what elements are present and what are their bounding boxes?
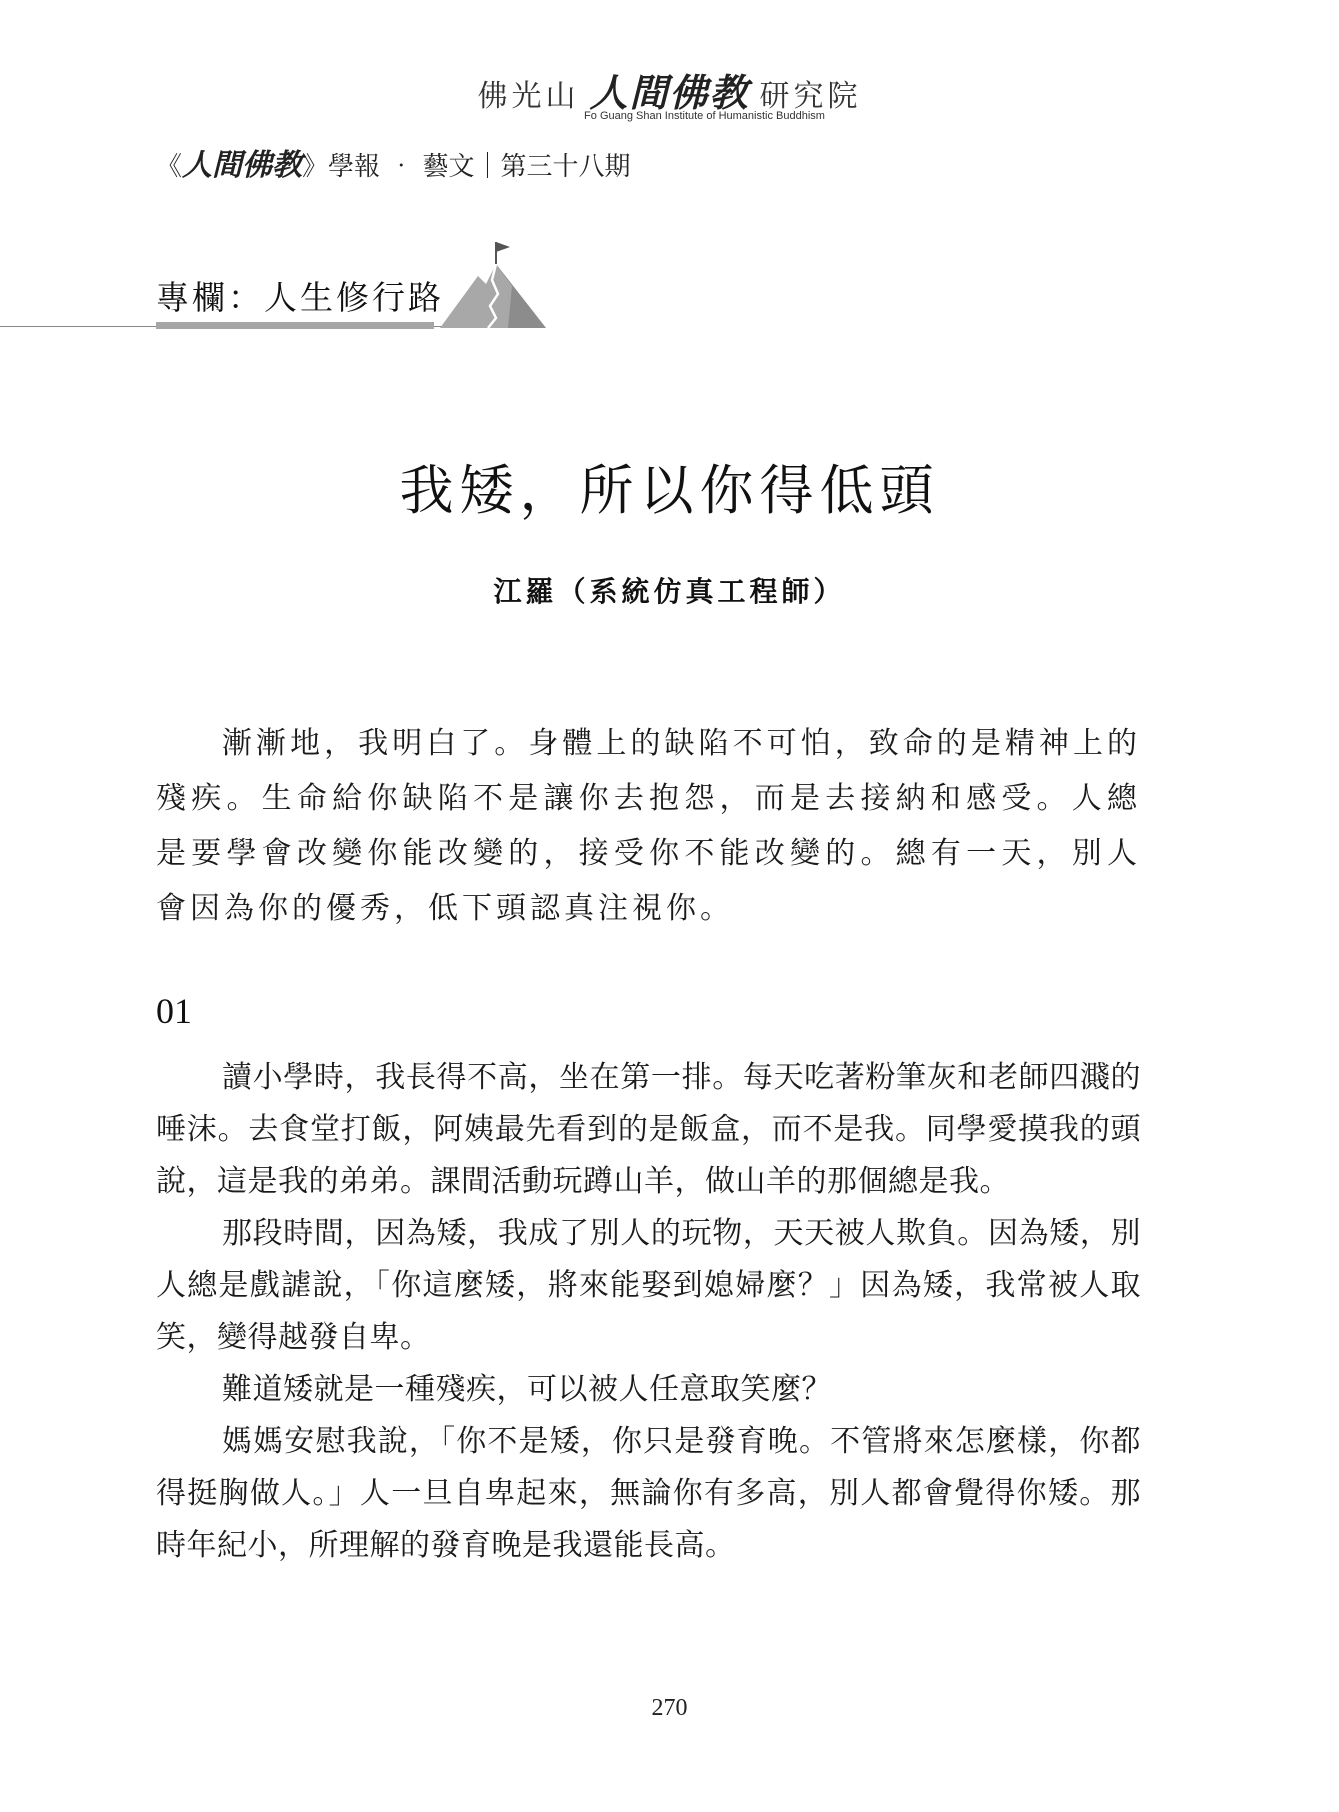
article-title: 我矮，所以你得低頭 [399, 459, 940, 522]
body-paragraph: 那段時間，因為矮，我成了別人的玩物，天天被人欺負。因為矮，別人總是戲謔說，「你這麼矮，將來能娶到媳婦麼？」因為矮，我常被人取笑，變得越發自卑。 [156, 1217, 1141, 1354]
institute-english-name: Fo Guang Shan Institute of Humanistic Buddhism [584, 110, 825, 122]
mountain-flag-icon [438, 236, 548, 330]
column-label: 專欄：人生修行路 [156, 278, 444, 317]
body-paragraph: 媽媽安慰我說，「你不是矮，你只是發育晚。不管將來怎麼樣，你都得挺胸做人。」人一旦自卑起來，無論你有多高，別人都會覺得你矮。那時年紀小，所理解的發育晚是我還能長高。 [156, 1425, 1141, 1562]
body-paragraph: 難道矮就是一種殘疾，可以被人任意取笑麼？ [222, 1373, 832, 1406]
column-rule-thick [156, 322, 434, 329]
section-number: 01 [156, 991, 192, 1031]
article-body [156, 1052, 1141, 1572]
journal-line [156, 140, 631, 184]
institute-prefix: 佛光山 [477, 79, 580, 114]
body-paragraph: 讀小學時，我長得不高，坐在第一排。每天吃著粉筆灰和老師四濺的唾沫。去食堂打飯，阿姨最先看到的是飯盒，而不是我。同學愛摸我的頭說，這是我的弟弟。課間活動玩蹲山羊，做山羊的那個總是我。 [156, 1061, 1141, 1198]
institute-brand-logo: 人間佛教 [589, 71, 750, 115]
article-intro: 漸漸地，我明白了。身體上的缺陷不可怕，致命的是精神上的殘疾。生命給你缺陷不是讓你去抱怨，而是去接納和感受。人總是要學會改變你能改變的，接受你不能改變的。總有一天，別人會因為你的優秀，低下頭認真注視你。 [156, 726, 1141, 926]
institute-suffix: 研究院 [759, 79, 862, 114]
page-number: 270 [651, 1695, 688, 1721]
journal-issue: 》學報 ‧ 藝文｜第三十八期 [302, 152, 631, 182]
journal-brand-logo: 人間佛教 [182, 148, 303, 183]
journal-open-bracket: 《 [156, 152, 183, 182]
article-author: 江羅（系統仿真工程師） [493, 575, 846, 608]
institute-header [0, 62, 1339, 117]
